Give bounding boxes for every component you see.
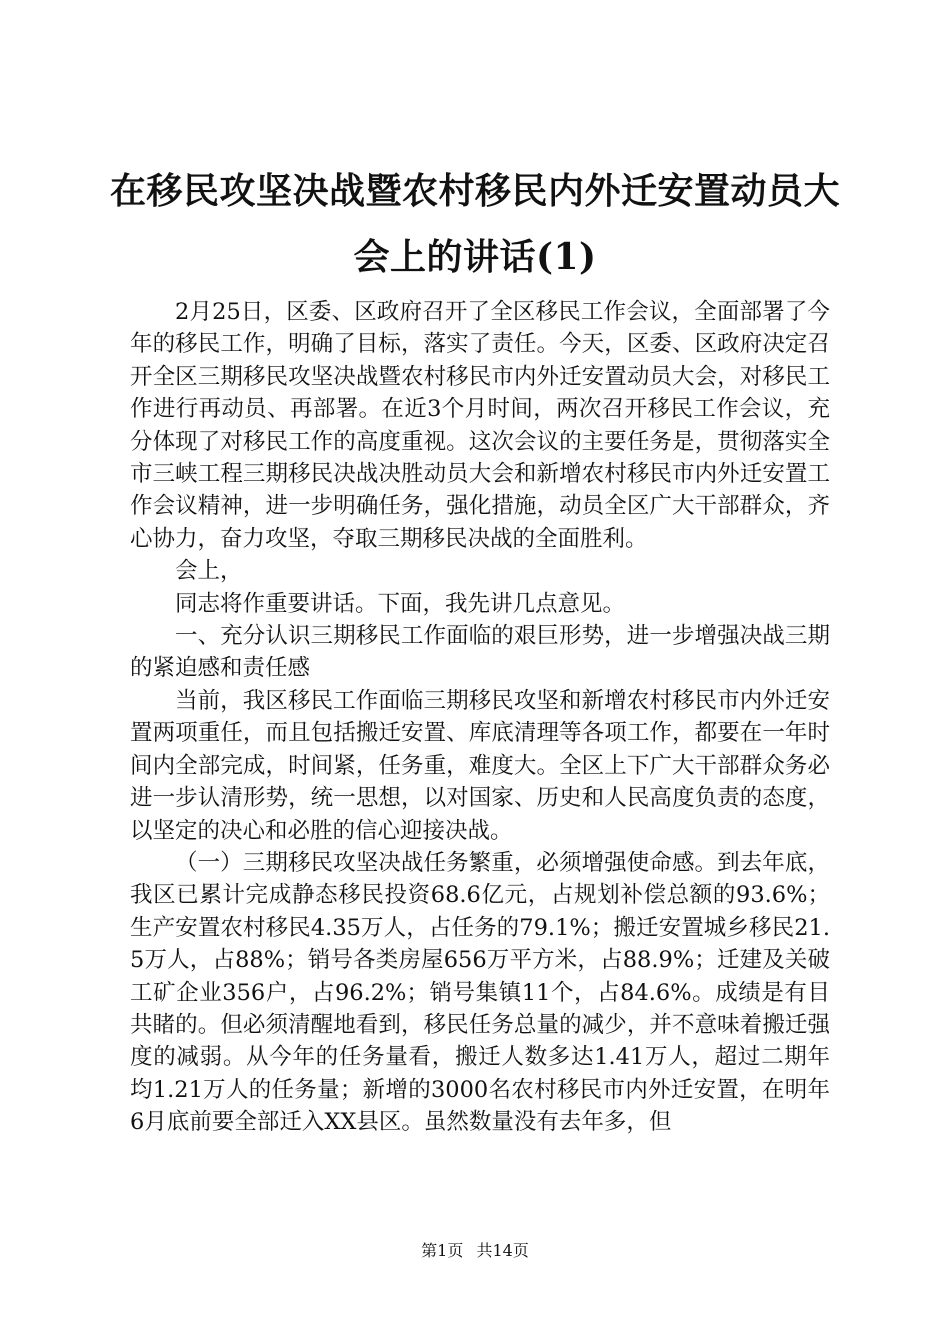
- document-title: 在移民攻坚决战暨农村移民内外迁安置动员大会上的讲话(1): [109, 170, 840, 278]
- paragraph: 2月25日，区委、区政府召开了全区移民工作会议，全面部署了今年的移民工作，明确了目标，落实了责任。今天，区委、区政府决定召开全区三期移民攻坚决战暨农村移民市内外迁安置动员大会，对移民工作进行再动员、再部署。在近3个月时间，两次召开移民工作会议，充分体现了对移民工作的高度重视。这次会议的主要任务是，贯彻落实全市三峡工程三期移民决战决胜动员大会和新增农村移民市内外迁安置工作会议精神，进一步明确任务，强化措施，动员全区广大干部群众，齐心协力，奋力攻坚，夺取三期移民决战的全面胜利。: [130, 299, 830, 552]
- page-total: 共14页: [476, 1241, 529, 1260]
- document-body: [130, 296, 830, 1139]
- page-number: 第1页: [421, 1241, 464, 1260]
- paragraph: 当前，我区移民工作面临三期移民攻坚和新增农村移民市内外迁安置两项重任，而且包括搬迁安置、库底清理等各项工作，都要在一年时间内全部完成，时间紧，任务重，难度大。全区上下广大干部群众务必进一步认清形势，统一思想，以对国家、历史和人民高度负责的态度，以坚定的决心和必胜的信心迎接决战。: [130, 687, 830, 844]
- paragraph: 会上，: [175, 558, 243, 585]
- section-heading: 一、充分认识三期移民工作面临的艰巨形势，进一步增强决战三期的紧迫感和责任感: [130, 623, 830, 682]
- paragraph: （一）三期移民攻坚决战任务繁重，必须增强使命感。到去年底，我区已累计完成静态移民投资68.6亿元，占规划补偿总额的93.6%；生产安置农村移民4.35万人，占任务的79.1%；搬迁安置城乡移民21.5万人，占88%；销号各类房屋656万平方米，占88.9%；迁建及关破工矿企业356户，占96.2%；销号集镇11个，占84.6%。成绩是有目共睹的。但必须清醒地看到，移民任务总量的减少，并不意味着搬迁强度的减弱。从今年的任务量看，搬迁人数多达1.41万人，超过二期年均1.21万人的任务量；新增的3000名农村移民市内外迁安置，在明年6月底前要全部迁入XX县区。虽然数量没有去年多，但: [130, 849, 830, 1136]
- paragraph: 同志将作重要讲话。下面，我先讲几点意见。: [175, 590, 626, 617]
- page-footer: [0, 1241, 950, 1261]
